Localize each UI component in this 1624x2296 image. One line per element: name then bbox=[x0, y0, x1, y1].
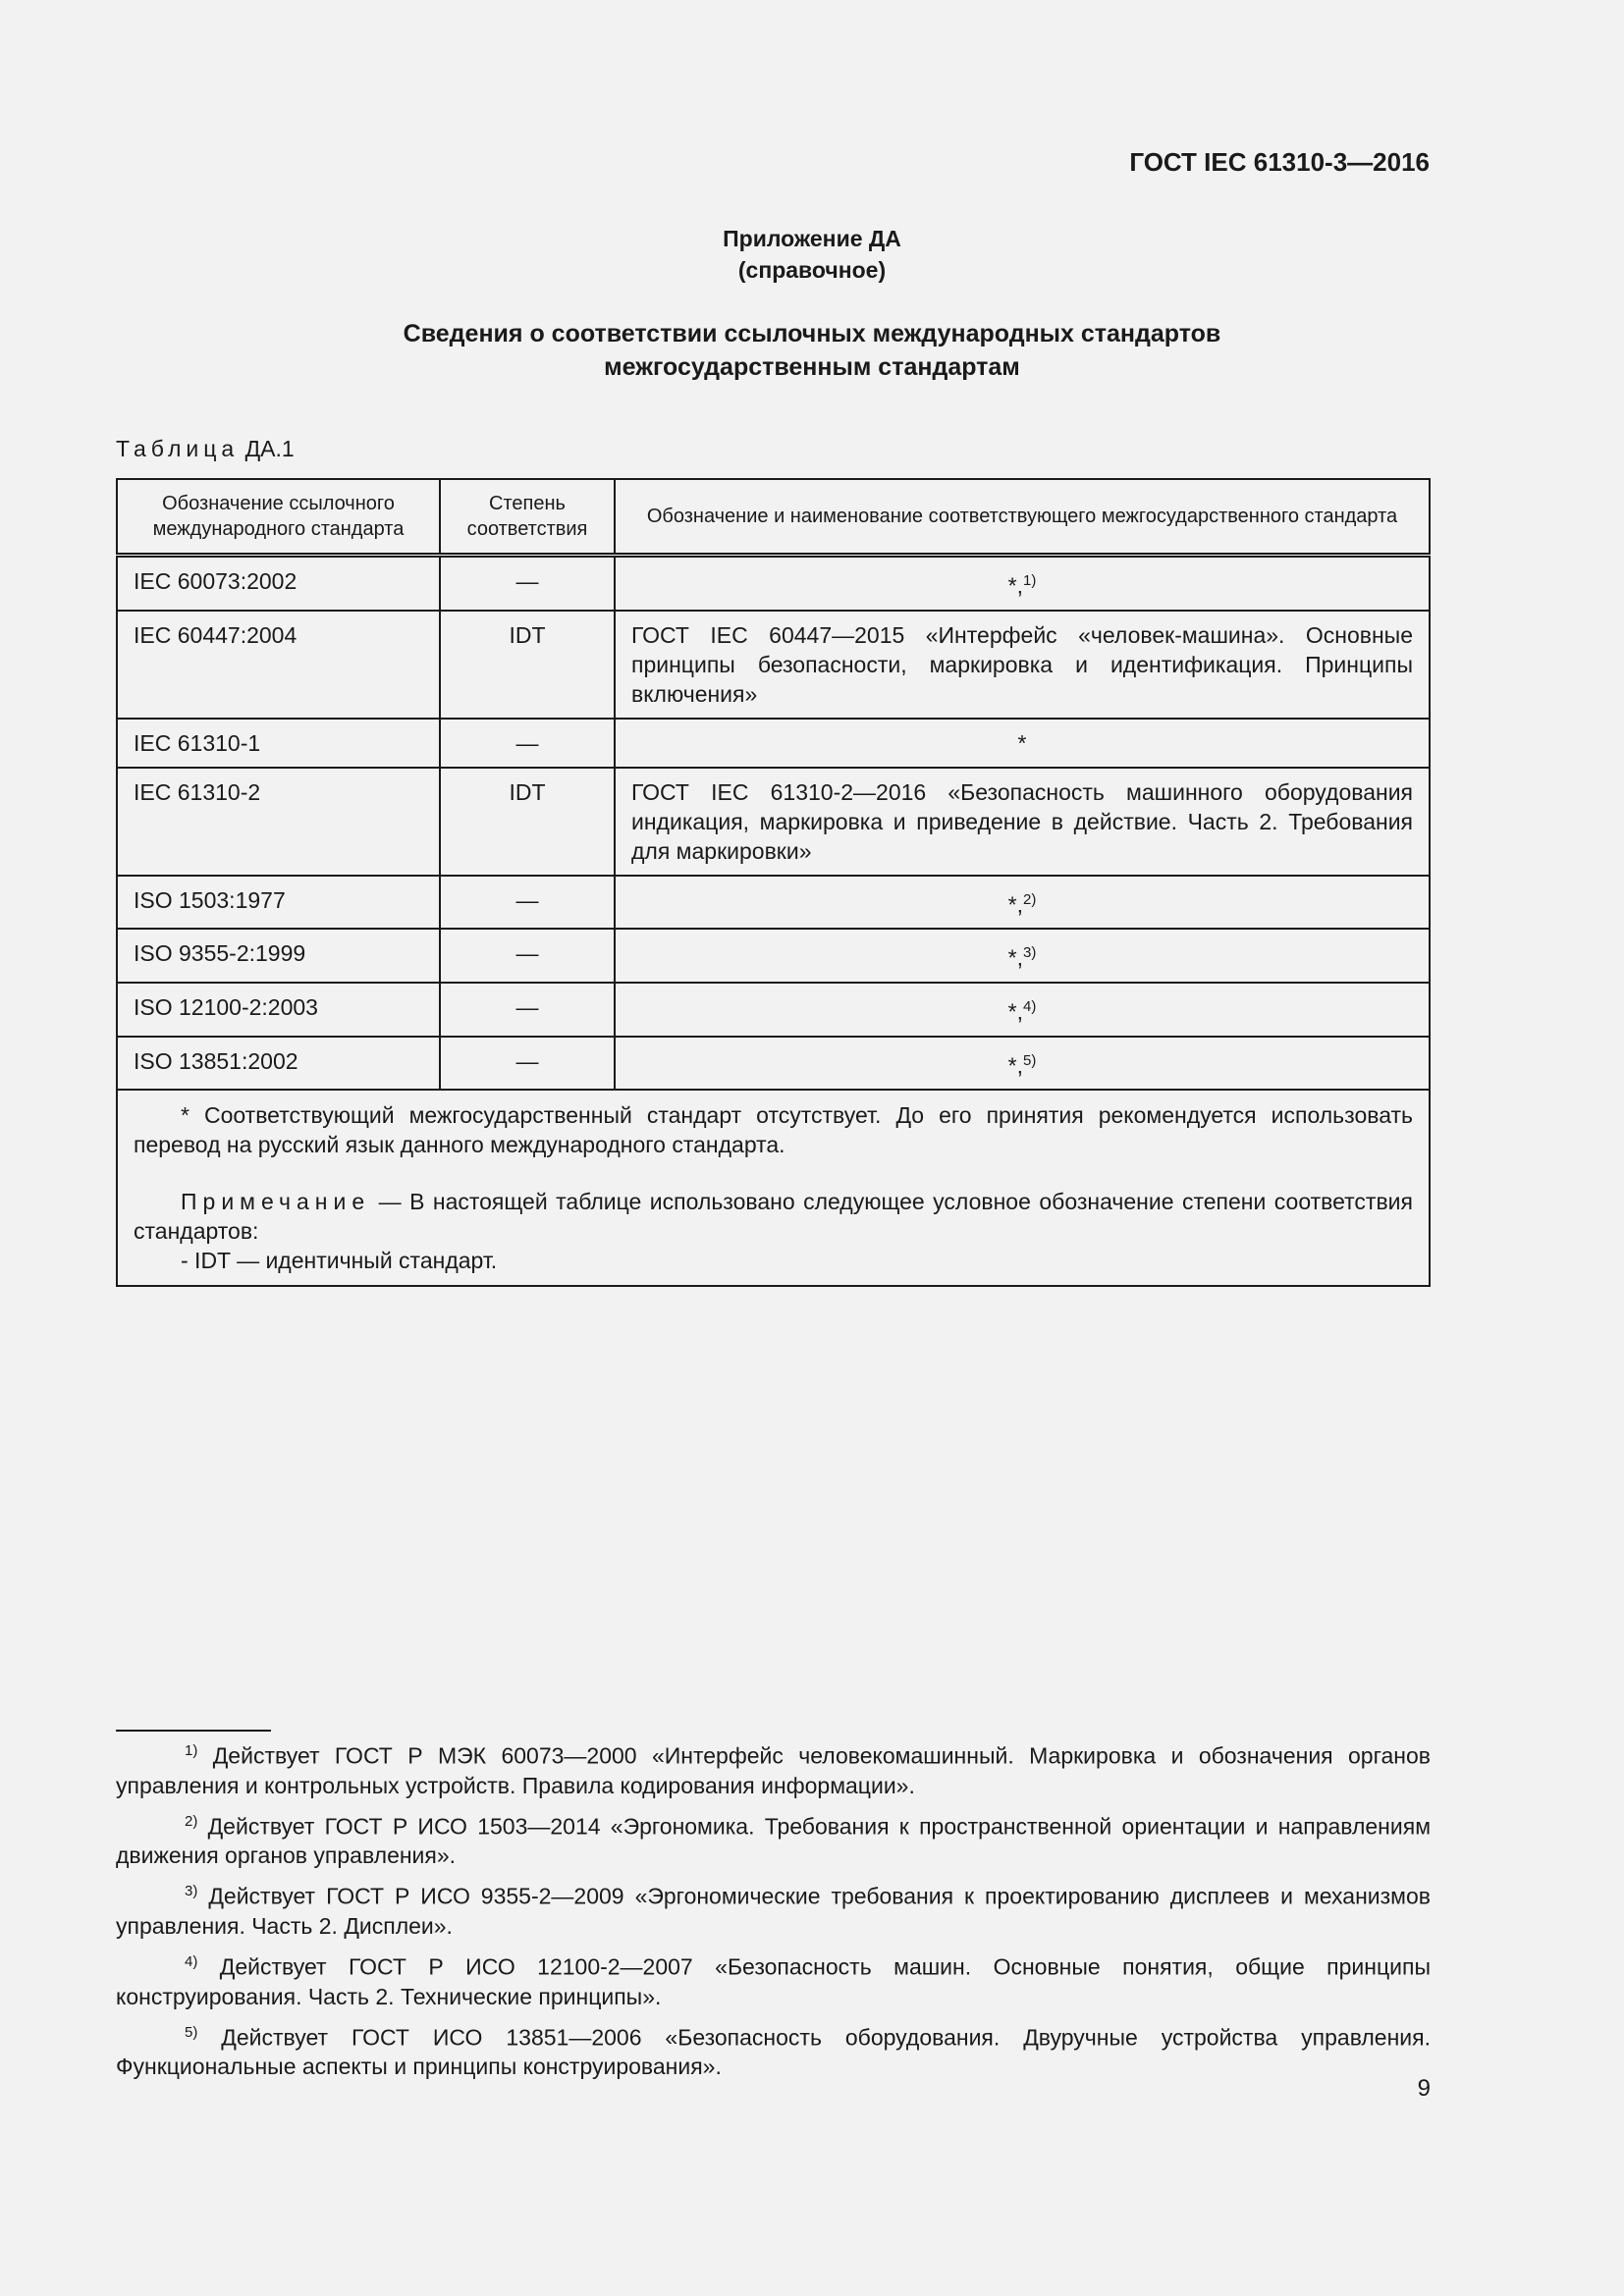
ref-text: *, bbox=[1007, 572, 1023, 599]
cell-ref bbox=[615, 876, 1430, 930]
appendix-heading bbox=[0, 223, 1624, 286]
table-row bbox=[117, 929, 1430, 983]
footnote-item bbox=[116, 1736, 1431, 1800]
cell-standard: ISO 12100-2:2003 bbox=[117, 983, 440, 1037]
appendix-subtitle: (справочное) bbox=[737, 257, 887, 283]
table-caption bbox=[116, 436, 295, 462]
cell-degree: — bbox=[440, 929, 615, 983]
footnote-item bbox=[116, 2018, 1431, 2082]
footnote-mark: 4) bbox=[185, 1952, 198, 1970]
table-caption-number: ДА.1 bbox=[244, 436, 295, 461]
footnote-text: Действует ГОСТ Р ИСО 9355-2—2009 «Эргономические требования к проектированию дисплеев и механизмов управления. Часть 2. Дисплеи». bbox=[116, 1883, 1431, 1939]
table-footnote-cell bbox=[117, 1090, 1430, 1286]
standards-table bbox=[116, 478, 1431, 1287]
cell-ref bbox=[615, 556, 1430, 611]
table-footnote-row bbox=[117, 1090, 1430, 1286]
table-caption-word: Таблица bbox=[116, 436, 240, 461]
cell-standard: ISO 9355-2:1999 bbox=[117, 929, 440, 983]
section-title-line1: Сведения о соответствии ссылочных международных стандартов bbox=[403, 320, 1221, 347]
cell-degree: — bbox=[440, 983, 615, 1037]
cell-ref: ГОСТ IEC 61310-2—2016 «Безопасность машинного оборудования индикация, маркировка и приведение в действие. Часть 2. Требования для маркировки» bbox=[615, 768, 1430, 876]
document-code: ГОСТ IEC 61310-3—2016 bbox=[1129, 147, 1430, 177]
table-note bbox=[134, 1187, 1413, 1246]
footnote-mark: 2) bbox=[185, 1812, 198, 1830]
cell-standard: IEC 61310-2 bbox=[117, 768, 440, 876]
footnote-mark: 5) bbox=[1023, 1051, 1037, 1069]
note-item: - IDT — идентичный стандарт. bbox=[181, 1248, 498, 1274]
note-label: Примечание bbox=[181, 1189, 371, 1215]
footnote-item bbox=[116, 1877, 1431, 1941]
table-row bbox=[117, 768, 1430, 876]
table-footnote: * Соответствующий межгосударственный стандарт отсутствует. До его принятия рекомендуется использовать перевод на русский язык данного международного стандарта. bbox=[134, 1102, 1413, 1158]
cell-standard: IEC 60073:2002 bbox=[117, 556, 440, 611]
footnote-mark: 1) bbox=[185, 1742, 198, 1759]
table-row bbox=[117, 1037, 1430, 1091]
section-title bbox=[0, 317, 1624, 384]
cell-ref: ГОСТ IEC 60447—2015 «Интерфейс «человек-машина». Основные принципы безопасности, маркировка и идентификация. Принципы включения» bbox=[615, 611, 1430, 719]
note-text: — В настоящей таблице использовано следующее условное обозначение степени соответствия стандартов: bbox=[134, 1189, 1413, 1245]
cell-degree: — bbox=[440, 719, 615, 768]
cell-degree: — bbox=[440, 1037, 615, 1091]
header-degree: Степень соответствия bbox=[440, 479, 615, 556]
footnote-item bbox=[116, 1807, 1431, 1871]
footnote-separator bbox=[116, 1730, 271, 1732]
footnote-mark: 3) bbox=[1023, 944, 1037, 962]
appendix-title: Приложение ДА bbox=[723, 226, 901, 251]
table-row bbox=[117, 983, 1430, 1037]
header-interstate-standard: Обозначение и наименование соответствующего межгосударственного стандарта bbox=[615, 479, 1430, 556]
table-row bbox=[117, 876, 1430, 930]
table-row bbox=[117, 719, 1430, 768]
cell-ref bbox=[615, 1037, 1430, 1091]
footnote-text: Действует ГОСТ Р ИСО 12100-2—2007 «Безопасность машин. Основные понятия, общие принципы конструирования. Часть 2. Технические принципы». bbox=[116, 1953, 1431, 2009]
cell-standard: IEC 61310-1 bbox=[117, 719, 440, 768]
cell-standard: ISO 1503:1977 bbox=[117, 876, 440, 930]
table-row bbox=[117, 611, 1430, 719]
footnote-text: Действует ГОСТ Р ИСО 1503—2014 «Эргономика. Требования к пространственной ориентации и направлениям движения органов управления». bbox=[116, 1813, 1431, 1869]
cell-ref bbox=[615, 929, 1430, 983]
cell-ref bbox=[615, 983, 1430, 1037]
cell-degree: IDT bbox=[440, 768, 615, 876]
cell-standard: ISO 13851:2002 bbox=[117, 1037, 440, 1091]
header-international-standard: Обозначение ссылочного международного стандарта bbox=[117, 479, 440, 556]
footnote-item bbox=[116, 1948, 1431, 2011]
ref-text: *, bbox=[1007, 891, 1023, 918]
cell-ref: * bbox=[615, 719, 1430, 768]
footnote-text: Действует ГОСТ ИСО 13851—2006 «Безопасность оборудования. Двуручные устройства управления. Функциональные аспекты и принципы конструирования». bbox=[116, 2024, 1431, 2080]
table-header-row bbox=[117, 479, 1430, 556]
page-number: 9 bbox=[1417, 2075, 1431, 2102]
footnote-mark: 3) bbox=[185, 1883, 198, 1900]
footnote-text: Действует ГОСТ Р МЭК 60073—2000 «Интерфейс человекомашинный. Маркировка и обозначения органов управления и контрольных устройств. Правила кодирования информации». bbox=[116, 1742, 1431, 1798]
cell-degree: — bbox=[440, 876, 615, 930]
section-title-line2: межгосударственным стандартам bbox=[604, 353, 1020, 381]
ref-text: *, bbox=[1007, 998, 1023, 1025]
ref-text: *, bbox=[1007, 944, 1023, 971]
footnote-mark: 5) bbox=[185, 2023, 198, 2041]
page-footnotes bbox=[116, 1736, 1431, 2088]
footnote-mark: 2) bbox=[1023, 890, 1037, 908]
table-row bbox=[117, 556, 1430, 611]
footnote-mark: 1) bbox=[1023, 572, 1037, 589]
ref-text: *, bbox=[1007, 1052, 1023, 1079]
cell-degree: — bbox=[440, 556, 615, 611]
cell-standard: IEC 60447:2004 bbox=[117, 611, 440, 719]
cell-degree: IDT bbox=[440, 611, 615, 719]
footnote-mark: 4) bbox=[1023, 997, 1037, 1015]
